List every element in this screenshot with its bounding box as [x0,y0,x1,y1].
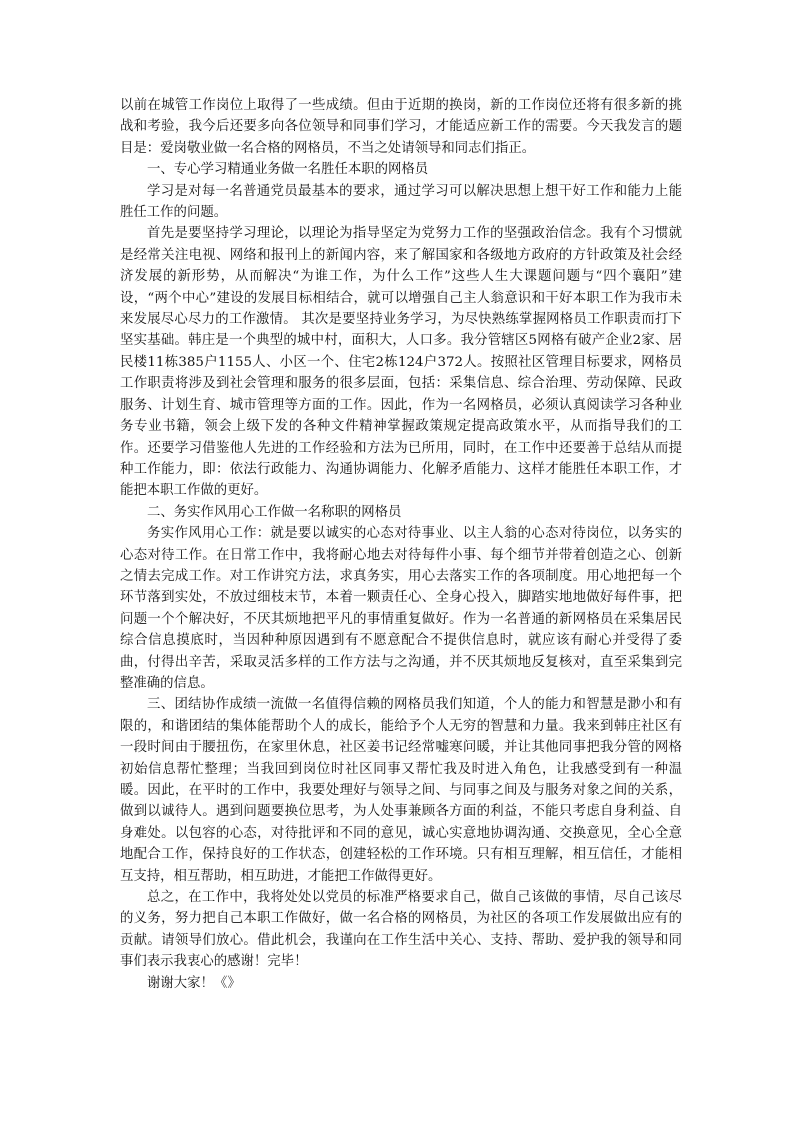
section-heading-1: 一、专心学习精通业务做一名胜任本职的网格员 [147,162,429,178]
paragraph-teamwork: 三、团结协作成绩一流做一名值得信赖的网格员我们知道，个人的能力和智慧是渺小和有限的，和谐团结的集体能帮助个人的成长，能给予个人无穷的智慧和力量。我来到韩庄社区有一段时间由于腰扭伤，在家里休息，社区姜书记经常嘘寒问暖，并让其他同事把我分管的网格初始信息帮忙整理；当我回到岗位时社区同事又帮忙我及时进入角色，让我感受到有一种温暖。因此，在平时的工作中，我要处理好与领导之间、与同事之间及与服务对象之间的关系，做到以诚待人。遇到问题要换位思考，为人处事兼顾各方面的利益，不能只考虑自身利益、自身难处。以包容的心态，对待批评和不同的意见，诚心实意地协调沟通、交换意见，全心全意地配合工作，保持良好的工作状态，创建轻松的工作环境。只有相互理解，相互信任，才能相互支持，相互帮助，相互助进，才能把工作做得更好。 [120,697,682,884]
paragraph-thanks: 谢谢大家！《》 [147,975,241,991]
document-body [120,95,682,994]
paragraph-intro: 以前在城管工作岗位上取得了一些成绩。但由于近期的换岗，新的工作岗位还将有很多新的挑战和考验，我今后还要多向各位领导和同事们学习，才能适应新工作的需要。今天我发言的题目是：爱岗敬业做一名合格的网格员，不当之处请领导和同志们指正。 [120,98,682,156]
section-heading-2: 二、务实作风用心工作做一名称职的网格员 [147,504,402,520]
paragraph-conclusion: 总之，在工作中，我将处处以党员的标准严格要求自己，做自己该做的事情，尽自己该尽的义务，努力把自己本职工作做好，做一名合格的网格员，为社区的各项工作发展做出应有的贡献。请领导们放心。借此机会，我谨向在工作生活中关心、支持、帮助、爱护我的领导和同事们表示我衷心的感谢！完毕！ [120,890,682,970]
paragraph-work-style: 务实作风用心工作：就是要以诚实的心态对待事业、以主人翁的心态对待岗位，以务实的心态对待工作。在日常工作中，我将耐心地去对待每件小事、每个细节并带着创造之心、创新之情去完成工作。对工作讲究方法，求真务实，用心去落实工作的各项制度。用心地把每一个环节落到实处，不放过细枝末节，本着一颗责任心、全身心投入，脚踏实地地做好每件事，把问题一个个解决好，不厌其烦地把平凡的事情重复做好。作为一名普通的新网格员在采集居民综合信息摸底时，当因种种原因遇到有不愿意配合不提供信息时，就应该有耐心并受得了委曲，付得出辛苦，采取灵活多样的工作方法与之沟通，并不厌其烦地反复核对，直至采集到完整准确的信息。 [120,526,682,691]
paragraph-study-intro: 学习是对每一名普通党员最基本的要求，通过学习可以解决思想上想干好工作和能力上能胜任工作的问题。 [120,183,682,221]
paragraph-study-theory: 首先是要坚持学习理论，以理论为指导坚定为党努力工作的坚强政治信念。我有个习惯就是经常关注电视、网络和报刊上的新闻内容，来了解国家和各级地方政府的方针政策及社会经济发展的新形势，从而解决“为谁工作，为什么工作”这些人生大课题问题与“四个襄阳”建设，“两个中心”建设的发展目标相结合，就可以增强自己主人翁意识和干好本职工作为我市未来发展尽心尽力的工作激情。 其次是要坚持业务学习，为尽快熟练掌握网格员工作职责而打下坚实基础。韩庄是一个典型的城中村，面积大，人口多。我分管辖区5网格有破产企业2家、居民楼11栋385户1155人、小区一个、住宅2栋124户372人。按照社区管理目标要求，网格员工作职责将涉及到社会管理和服务的很多层面，包括：采集信息、综合治理、劳动保障、民政服务、计划生育、城市管理等方面的工作。因此，作为一名网格员，必须认真阅读学习各种业务专业书籍，领会上级下发的各种文件精神掌握政策规定提高政策水平，从而指导我们的工作。还要学习借鉴他人先进的工作经验和方法为已所用，同时，在工作中还要善于总结从而提种工作能力，即：依法行政能力、沟通协调能力、化解矛盾能力、这样才能胜任本职工作，才能把本职工作做的更好。 [120,226,682,499]
